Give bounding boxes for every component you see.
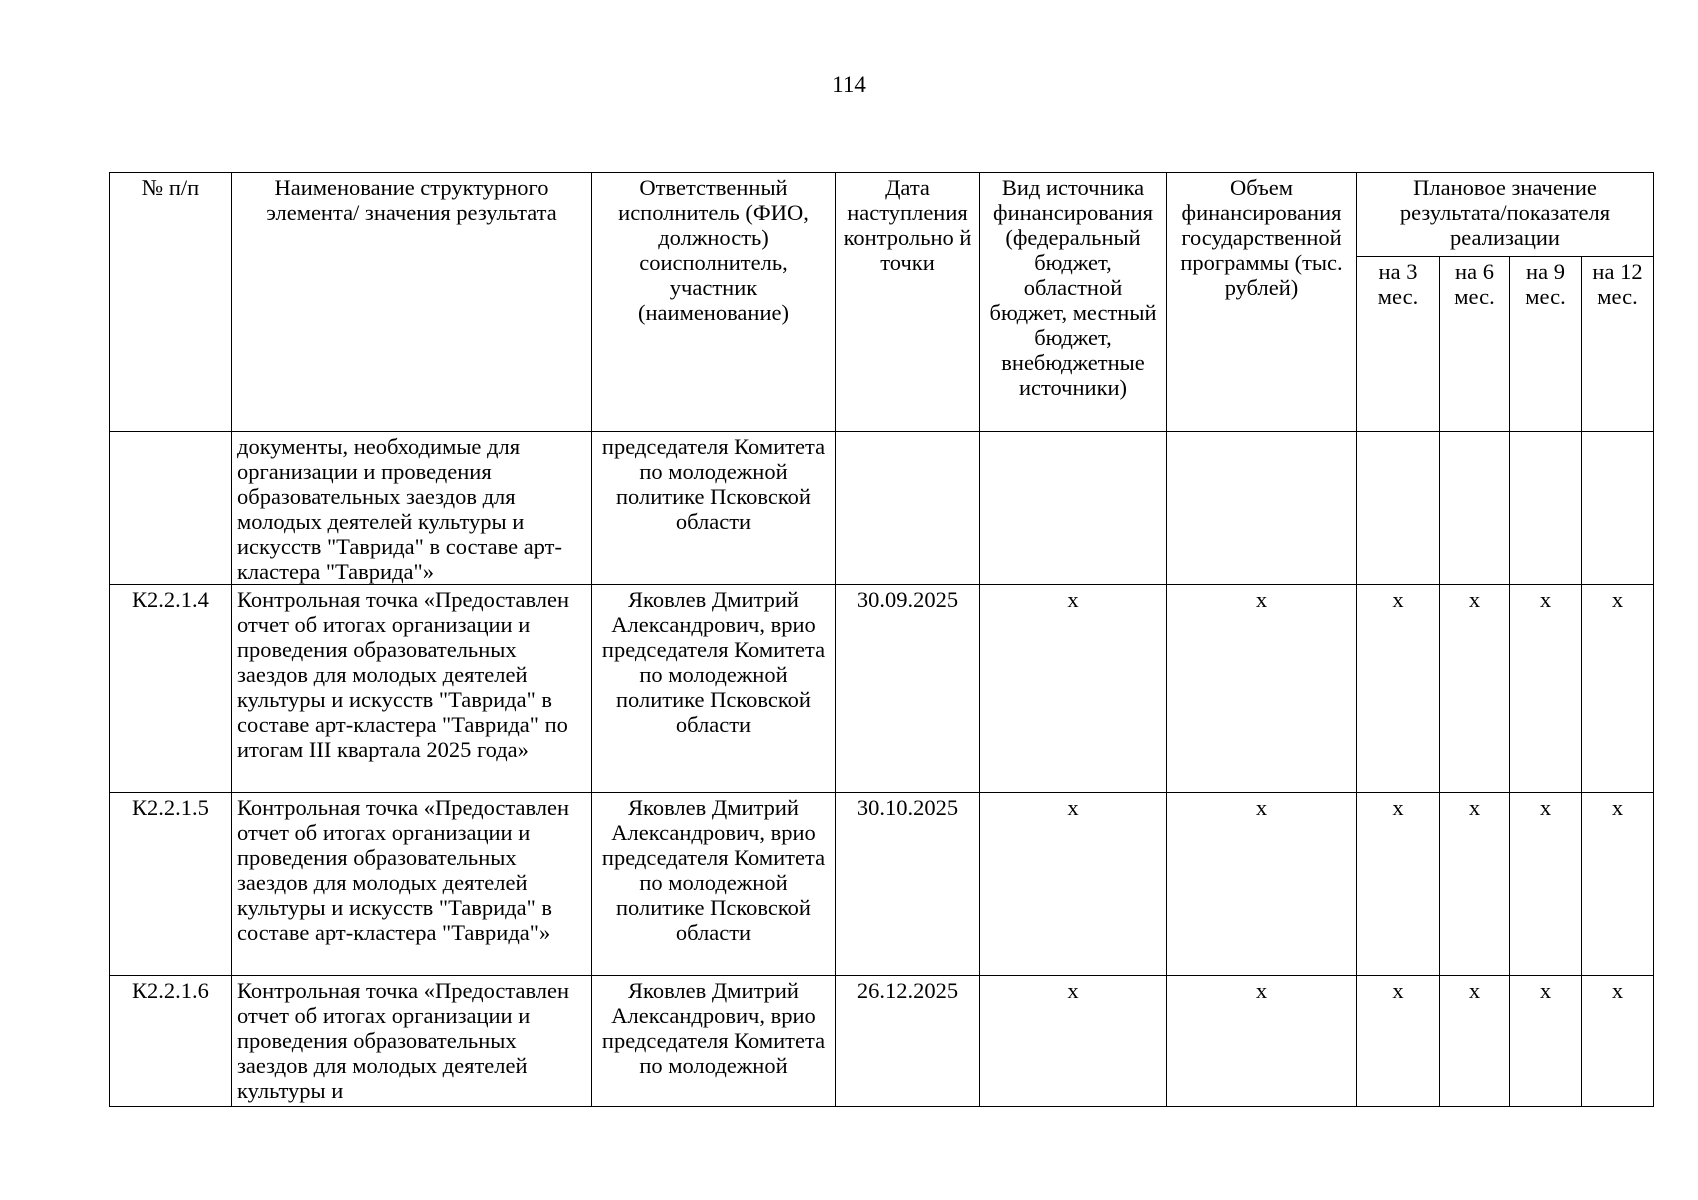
cell-m9: х: [1510, 793, 1582, 976]
cell-executor: Яковлев Дмитрий Александрович, врио председателя Комитета по молодежной: [592, 976, 836, 1107]
table-row: [110, 793, 1654, 976]
cell-volume: х: [1167, 976, 1357, 1107]
cell-m3: х: [1357, 976, 1440, 1107]
cell-num: [110, 432, 232, 585]
header-num: № п/п: [110, 173, 232, 432]
header-6-months: на 6 мес.: [1440, 257, 1510, 432]
cell-date: [836, 432, 980, 585]
header-12-months: на 12 мес.: [1582, 257, 1654, 432]
header-volume: Объем финансирования государственной программы (тыс. рублей): [1167, 173, 1357, 432]
cell-name: Контрольная точка «Предоставлен отчет об итогах организации и проведения образовательных заездов для молодых деятелей культуры и искусств "Таврида" в составе арт-кластера "Таврида" по итогам III квартала 2025 года»: [232, 585, 592, 793]
cell-m12: х: [1582, 585, 1654, 793]
table-row: [110, 976, 1654, 1107]
cell-executor: председателя Комитета по молодежной политике Псковской области: [592, 432, 836, 585]
cell-m9: х: [1510, 976, 1582, 1107]
cell-m6: [1440, 432, 1510, 585]
cell-date: 30.09.2025: [836, 585, 980, 793]
cell-m12: х: [1582, 976, 1654, 1107]
header-3-months: на 3 мес.: [1357, 257, 1440, 432]
header-date: Дата наступления контрольно й точки: [836, 173, 980, 432]
table-row-continuation: [110, 432, 1654, 585]
header-planned-value: Плановое значение результата/показателя реализации: [1357, 173, 1654, 257]
cell-name: Контрольная точка «Предоставлен отчет об итогах организации и проведения образовательных заездов для молодых деятелей культуры и искусств "Таврида" в составе арт-кластера "Таврида"»: [232, 793, 592, 976]
header-name: Наименование структурного элемента/ значения результата: [232, 173, 592, 432]
cell-m9: х: [1510, 585, 1582, 793]
cell-m12: [1582, 432, 1654, 585]
cell-source: х: [980, 976, 1167, 1107]
cell-volume: х: [1167, 793, 1357, 976]
cell-volume: х: [1167, 585, 1357, 793]
cell-num: К2.2.1.6: [110, 976, 232, 1107]
cell-name: Контрольная точка «Предоставлен отчет об итогах организации и проведения образовательных заездов для молодых деятелей культуры и: [232, 976, 592, 1107]
cell-date: 30.10.2025: [836, 793, 980, 976]
table-row: [110, 585, 1654, 793]
cell-m6: х: [1440, 585, 1510, 793]
cell-executor: Яковлев Дмитрий Александрович, врио председателя Комитета по молодежной политике Псковской области: [592, 585, 836, 793]
cell-num: К2.2.1.5: [110, 793, 232, 976]
header-executor: Ответственный исполнитель (ФИО, должность) соисполнитель, участник (наименование): [592, 173, 836, 432]
cell-source: х: [980, 585, 1167, 793]
cell-m6: х: [1440, 976, 1510, 1107]
cell-date: 26.12.2025: [836, 976, 980, 1107]
cell-executor: Яковлев Дмитрий Александрович, врио председателя Комитета по молодежной политике Псковской области: [592, 793, 836, 976]
header-source: Вид источника финансирования (федеральный бюджет, областной бюджет, местный бюджет, внебюджетные источники): [980, 173, 1167, 432]
cell-m3: х: [1357, 585, 1440, 793]
cell-m6: х: [1440, 793, 1510, 976]
cell-source: [980, 432, 1167, 585]
table-header-row: [110, 173, 1654, 257]
cell-m12: х: [1582, 793, 1654, 976]
header-9-months: на 9 мес.: [1510, 257, 1582, 432]
cell-source: х: [980, 793, 1167, 976]
cell-num: К2.2.1.4: [110, 585, 232, 793]
page-number: 114: [832, 72, 866, 97]
cell-m3: [1357, 432, 1440, 585]
cell-name: документы, необходимые для организации и проведения образовательных заездов для молодых деятелей культуры и искусств "Таврида" в составе арт-кластера "Таврида"»: [232, 432, 592, 585]
cell-volume: [1167, 432, 1357, 585]
control-points-table: [109, 172, 1654, 1107]
cell-m3: х: [1357, 793, 1440, 976]
cell-m9: [1510, 432, 1582, 585]
